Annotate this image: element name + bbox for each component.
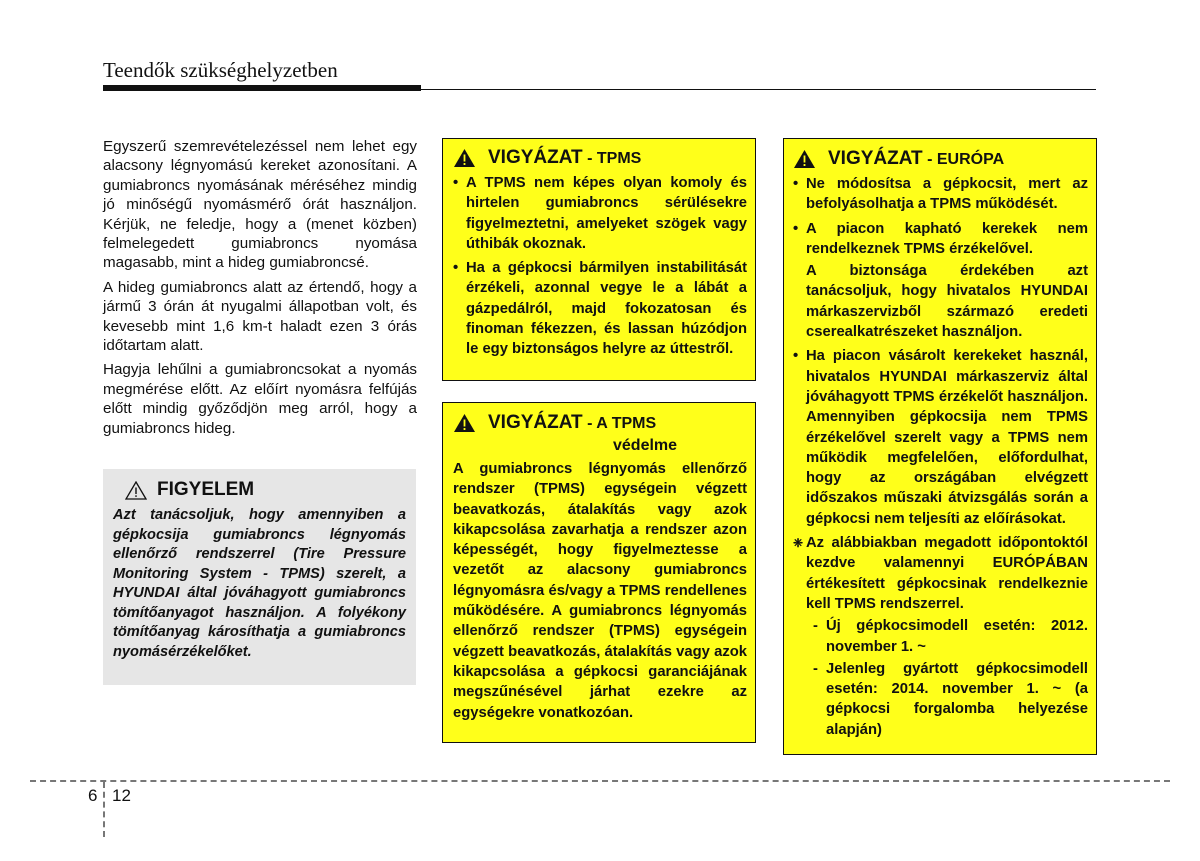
star-marker-icon: ❈ [793,536,804,551]
notice-title: FIGYELEM [157,479,255,500]
warning-title [828,148,1004,171]
warning-text: A gumiabroncs légnyomás ellenőrző rendszer (TPMS) egységein végzett beavatkozás, átalakítás vagy azok kikapcsolása zavarhatja a rendszer azon képességét, hogy figyelmeztesse a vezetőt az alacsony gumiabroncs légnyomásra és/vagy a TPMS rendellenes működésére. A gumiabroncs légnyomás ellenőrző rendszer (TPMS) egységein végzett beavatkozás, átalakítás vagy azok kikapcsolása a gépkocsi garanciájának megszűnésével járhat ezekre az egységekre vonatkozóan. [453,461,747,721]
warning-list [453,173,747,360]
warning-list-item: • Ha piacon vásárolt kerekeket használ, hivatalos HYUNDAI márkaszerviz által jóváhagyott TPMS érzékelőt használjon. Amennyiben gépkocsija nem TPMS érzékelővel szerelt vagy a TPMS nem működik megfelelően, előfordulhat, hogy az országában elvégzett időszakos műszaki átvizsgálás során a gépkocsi nem teljesíti az előírásokat. [793,346,1088,529]
warning-dash-item: - Új gépkocsimodell esetén: 2012. november 1. ~ [813,618,1088,655]
warning-box-europe [783,138,1097,755]
page-number: 12 [112,786,131,805]
page-header-title: Teendők szükséghelyzetben [103,58,338,82]
warning-list-item: • A TPMS nem képes olyan komoly és hirtelen gumiabroncs sérülésekre figyelmeztetni, amelyeket szögek vagy úthibák okoznak. [453,173,747,254]
warning-list [793,346,1088,529]
warning-dash-text: Új gépkocsimodell esetén: 2012. november 1. ~ [826,618,1088,655]
warning-header [453,412,747,457]
warning-box-tpms [442,138,756,381]
warning-box-tpms-protection [442,402,756,743]
warning-icon [793,149,816,169]
warning-title [488,412,677,457]
notice-header [125,479,406,501]
body-paragraph: Hagyja lehűlni a gumiabroncsokat a nyomás megmérése előtt. Az előírt nyomásra felfújás előtt mindig győződjön meg arról, hogy a gumiabroncs hideg. [103,361,417,437]
warning-list-item: • A piacon kapható kerekek nem rendelkeznek TPMS érzékelővel. [793,219,1088,260]
warning-header [793,148,1088,171]
notice-warning-icon [125,481,147,500]
warning-list [793,174,1088,259]
warning-star-text: Az alábbiakban megadott időpontoktól kezdve valamennyi EURÓPÁBAN értékesített gépkocsinak rendelkeznie kell TPMS rendszerrel. [806,535,1088,612]
warning-list-item: • Ne módosítsa a gépkocsit, mert az befolyásolhatja a TPMS működését. [793,174,1088,215]
body-paragraph: Egyszerű szemrevételezéssel nem lehet egy alacsony légnyomású kereket azonosítani. A gumiabroncs nyomásának méréséhez mindig jó minőségű nyomásmérő órát használjon. Kérjük, ne feledje, hogy a (menet közben) felmelegedett gumiabroncs nyomása magasabb, mint a hideg gumiabroncsé. [103,138,417,272]
warning-icon [453,148,476,168]
notice-text: Azt tanácsoljuk, hogy amennyiben a gépkocsija gumiabroncs légnyomás ellenőrző rendszerrel (Tire Pressure Monitoring System - TPMS) szerelt, a HYUNDAI által jóváhagyott gumiabroncs tömítőanyagot használjon. A folyékony tömítőanyag károsíthatja a gumiabroncs nyomásérzékelőket. [113,507,406,660]
header-rule [103,85,421,91]
warning-header [453,147,747,170]
warning-title-sub-line2: védelme [613,437,678,454]
warning-title-main: VIGYÁZAT [488,147,583,168]
warning-list-item: • Ha a gépkocsi bármilyen instabilitását érzékeli, azonnal vegye le a lábát a gázpedálról, majd fokozatosan és finoman fékezzen, és lassan húzódjon le egy biztonságos helyre az úttestről. [453,258,747,359]
notice-box [103,469,416,685]
left-column [103,137,417,443]
warning-title-main: VIGYÁZAT [828,148,923,169]
warning-list-item-extra: A biztonsága érdekében azt tanácsoljuk, hogy hivatalos HYUNDAI márkaszervizből származó eredeti cserealkatrészeket használjon. [806,263,1088,341]
warning-title-sub: - EURÓPA [922,151,1005,168]
warning-title [488,147,641,170]
header-rule-thin [421,89,1096,90]
warning-icon [453,413,476,433]
warning-title-sub: - A TPMS [582,415,657,432]
body-paragraph: A hideg gumiabroncs alatt az értendő, hogy a jármű 3 órán át nyugalmi állapotban volt, és kevesebb mint 1,6 km-t haladt ezen 3 órás időtartam alatt. [103,278,417,355]
warning-star-note [793,533,1088,614]
chapter-number: 6 [88,786,98,805]
warning-dash-text: Jelenleg gyártott gépkocsimodell esetén: 2014. november 1. ~ (a gépkocsi forgalomba helyezése alapján) [826,660,1088,738]
footer-divider [30,780,1170,782]
warning-title-sub: - TPMS [582,150,642,167]
warning-title-main: VIGYÁZAT [488,412,583,433]
warning-dash-item: - Jelenleg gyártott gépkocsimodell esetén: 2014. november 1. ~ (a gépkocsi forgalomba helyezése alapján) [813,660,1088,738]
footer-vertical-divider [103,782,105,837]
